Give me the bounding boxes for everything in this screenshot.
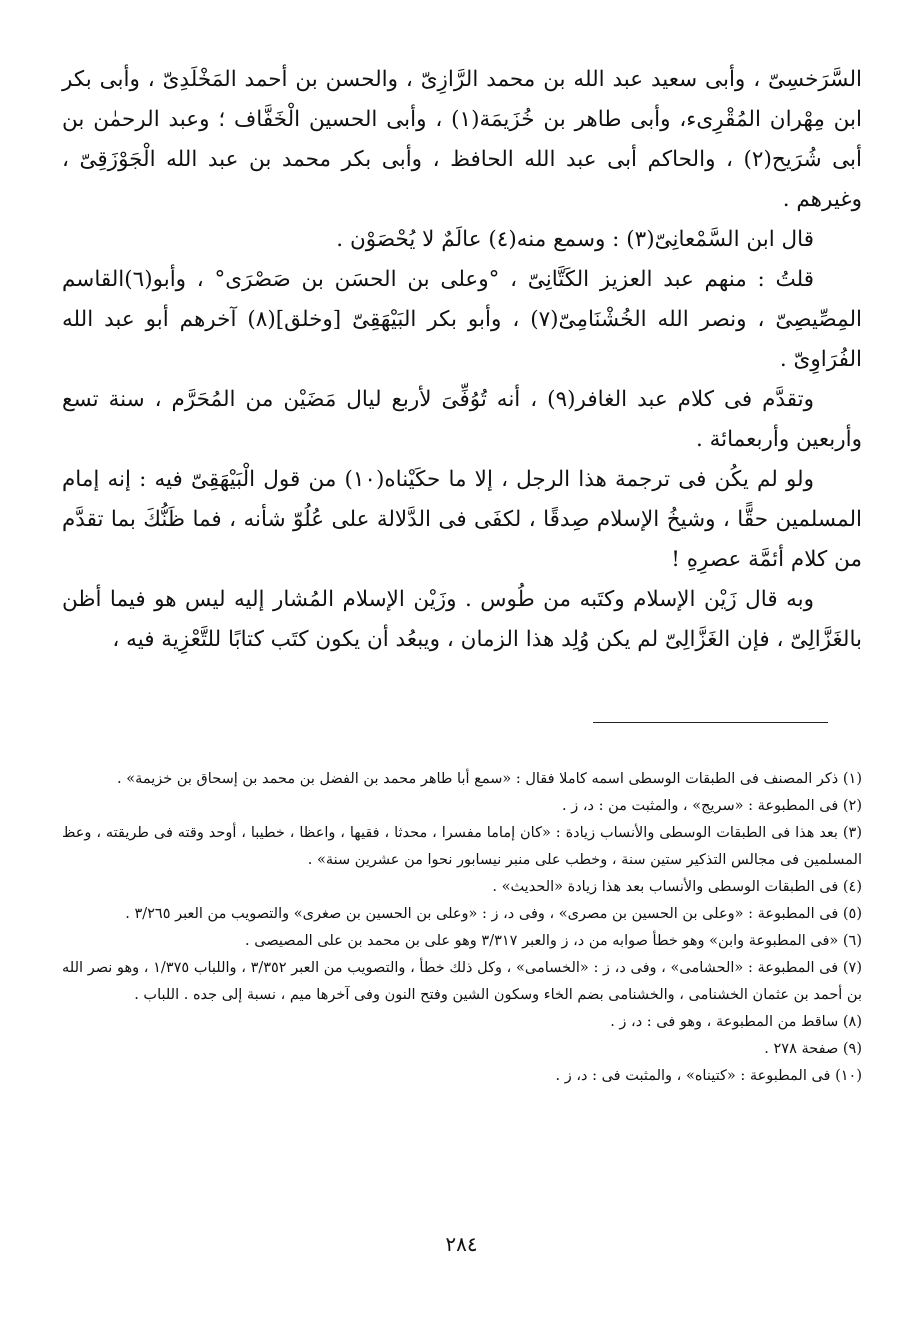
page-number: ٢٨٤	[445, 1232, 478, 1256]
footnote: (٨) ساقط من المطبوعة ، وهو فى : د، ز .	[610, 1014, 862, 1030]
paragraph: وتقدَّم فى كلام عبد الغافر(٩) ، أنه تُوُفِّىَ لأربع ليال مَضَيْن من المُحَرَّم ، سنة تسع وأربعين وأربعمائة .	[62, 387, 862, 452]
main-text	[62, 60, 862, 660]
footnote: (١) ذكر المصنف فى الطبقات الوسطى اسمه كاملا فقال : «سمع أبا طاهر محمد بن الفضل بن محمد بن إسحاق بن خزيمة» .	[117, 771, 862, 787]
footnote: (٤) فى الطبقات الوسطى والأنساب بعد هذا زيادة «الحديث» .	[492, 879, 862, 895]
footnote: (٩) صفحة ٢٧٨ .	[764, 1041, 862, 1057]
paragraph: وبه قال زَيْن الإسلام وكتَبه من طُوس . وزَيْن الإسلام المُشار إليه ليس هو فيما أظن بالغَزَّالِىّ ، فإن الغَزَّالِىّ لم يكن وُلِد هذا الزمان ، ويبعُد أن يكون كتَب كتابًا للتَّعْزِية فيه ،	[62, 587, 862, 652]
paragraph: السَّرَخسِىّ ، وأبى سعيد عبد الله بن محمد الرَّازِىّ ، والحسن بن أحمد المَخْلَدِىّ ، وأبى بكر ابن مِهْران المُقْرِىء، وأبى طاهر بن خُزَيمَة(١) ، وأبى الحسين الْخَفَّاف ؛ وعبد الرحمٰن بن أبى شُرَيح(٢) ، والحاكم أبى عبد الله الحافظ ، وأبى بكر محمد بن عبد الله الْجَوْزَقِىّ ، وغيرهم .	[62, 67, 863, 212]
footnote-divider	[593, 722, 828, 723]
footnote: (٥) فى المطبوعة : «وعلى بن الحسين بن مصرى» ، وفى د، ز : «وعلى بن الحسين بن صغرى» والتصويب من العبر ٣/٢٦٥ .	[125, 906, 862, 922]
footnote: (٦) «فى المطبوعة وابن» وهو خطأ صوابه من د، ز والعبر ٣/٣١٧ وهو على بن محمد بن على المصيصى .	[245, 933, 862, 949]
footnote: (٧) فى المطبوعة : «الحشامى» ، وفى د، ز : «الخسامى» ، وكل ذلك خطأ ، والتصويب من العبر ٣/٣٥٢ ، واللباب ١/٣٧٥ ، وهو نصر الله بن أحمد بن عثمان الخشنامى ، والخشنامى بضم الخاء وسكون الشين وفتح النون وفى آخرها ميم ، نسبة إلى جده . اللباب .	[62, 960, 862, 1003]
footnote: (١٠) فى المطبوعة : «كتيناه» ، والمثبت فى : د، ز .	[555, 1068, 862, 1084]
paragraph: قلتُ : منهم عبد العزيز الكَتَّانِىّ ، °وعلى بن الحسَن بن صَصْرَى° ، وأبو(٦)القاسم المِصِّيصِىّ ، ونصر الله الخُشْنَامِىّ(٧) ، وأبو بكر البَيْهَقِىّ [وخلق](٨) آخرهم أبو عبد الله الفُرَاوِىّ .	[62, 267, 862, 372]
paragraph: قال ابن السَّمْعانِىّ(٣) : وسمع منه(٤) عالَمٌ لا يُحْصَوْن .	[336, 227, 814, 252]
footnotes	[62, 766, 862, 1090]
footnote: (٣) بعد هذا فى الطبقات الوسطى والأنساب زيادة : «كان إماما مفسرا ، محدثا ، فقيها ، واعظا ، خطيبا ، أوحد وقته فى طريقته ، وعظ المسلمين فى مجالس التذكير ستين سنة ، وخطب على منبر نيسابور نحوا من عشرين سنة» .	[62, 825, 862, 868]
footnote: (٢) فى المطبوعة : «سريج» ، والمثبت من : د، ز .	[562, 798, 862, 814]
paragraph: ولو لم يكُن فى ترجمة هذا الرجل ، إلا ما حكَيْناه(١٠) من قول الْبَيْهَقِىّ فيه : إنه إمام المسلمين حقًّا ، وشيخُ الإسلام صِدقًا ، لكفَى فى الدَّلالة على عُلُوّ شأنه ، فما ظَنُّكَ بما تقدَّم من كلام أئمَّة عصرِهِ !	[62, 467, 862, 572]
